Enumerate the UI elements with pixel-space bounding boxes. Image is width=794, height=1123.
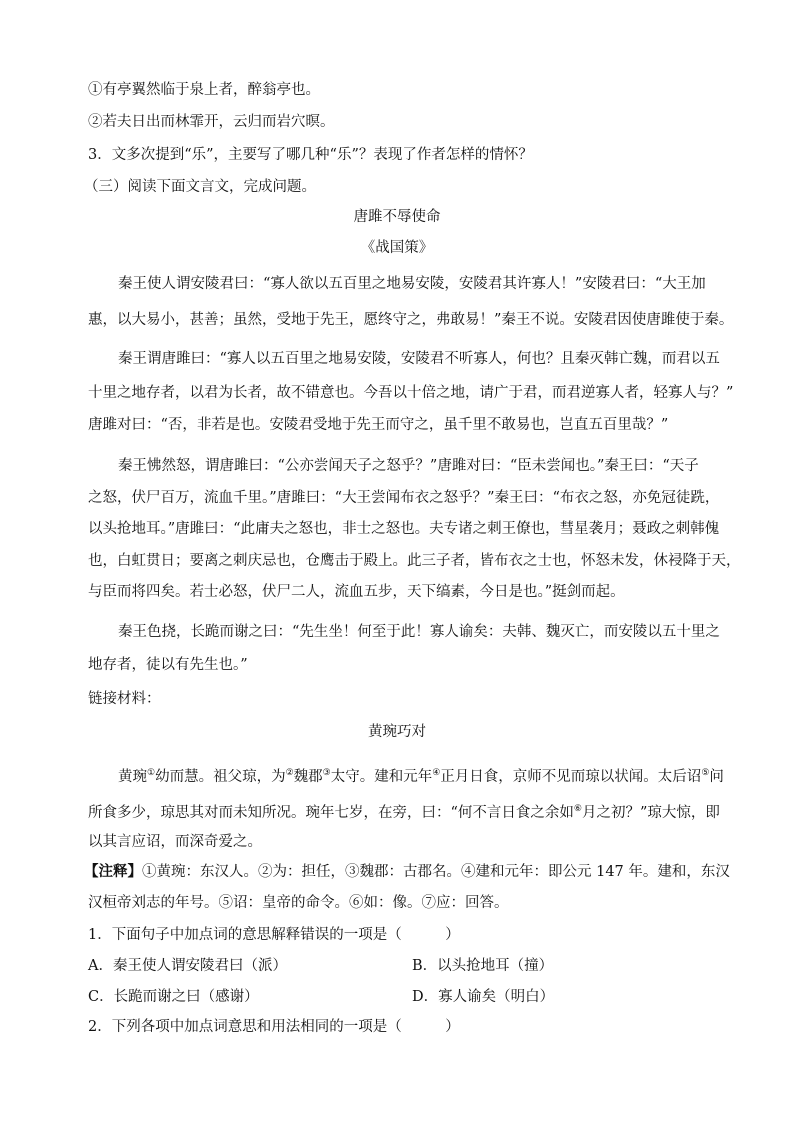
passage-2-title: 黄琬巧对 <box>368 724 426 740</box>
p3-line-4: 也，白虹贯日；要离之刺庆忌也，仓鹰击于殿上。此三子者，皆布衣之士也，怀怒未发，休祲降于天， <box>88 553 741 569</box>
question-1: 1．下面句子中加点词的意思解释错误的一项是（ ） <box>88 927 460 943</box>
p3-line-3: 以头抢地耳。”唐雎曰：“此庸夫之怒也，非士之怒也。夫专诸之刺王僚也，彗星袭月；聂政之刺韩傀 <box>88 521 720 537</box>
footnote-mark: ⑥ <box>573 804 582 815</box>
option-a: A．秦王使人谓安陵君曰（派） <box>88 958 287 974</box>
p2-line-1: 秦王谓唐雎曰：“寡人以五百里之地易安陵，安陵君不听寡人，何也？且秦灭韩亡魏，而君以五 <box>118 351 720 367</box>
text: 魏郡 <box>293 769 323 785</box>
text: 正月日食，京师不见而琼以状闻。太后诏 <box>440 769 702 785</box>
p3-line-1: 秦王怫然怒，谓唐雎曰：“公亦尝闻天子之怒乎？”唐雎对曰：“臣未尝闻也。”秦王曰：“天子 <box>118 458 699 474</box>
notes-text: ①黄琬：东汉人。②为：担任，③魏郡：古郡名。④建和元年：即公元 147 年。建和，东汉 <box>142 864 730 880</box>
p4-line-2: 地存者，徒以有先生也。” <box>88 657 248 673</box>
question-2: 2．下列各项中加点词意思和用法相同的一项是（ ） <box>88 1019 460 1035</box>
option-c: C．长跪而谢之曰（感谢） <box>88 989 259 1005</box>
footnote-mark: ③ <box>322 768 331 779</box>
text: 黄琬 <box>118 769 147 785</box>
text: 问 <box>709 769 724 785</box>
footnote-mark: ① <box>147 768 156 779</box>
option-b: B．以头抢地耳（撞） <box>412 958 554 974</box>
notes-line-2: 汉桓帝刘志的年号。⑤诏：皇帝的命令。⑥如：像。⑦应：回答。 <box>88 895 509 911</box>
text: 幼而慧。祖父琼，为 <box>155 769 286 785</box>
p3-line-5: 与臣而将四矣。若士必怒，伏尸二人，流血五步，天下缟素，今日是也。”挺剑而起。 <box>88 584 625 600</box>
notes-label: 【注释】 <box>84 863 142 880</box>
line-quote-b: ②若夫日出而林霏开，云归而岩穴暝。 <box>88 114 335 130</box>
footnote-mark: ⑤ <box>701 768 710 779</box>
p5-line-1 <box>118 767 724 787</box>
footnote-mark: ④ <box>432 768 441 779</box>
footnote-mark: ② <box>285 768 294 779</box>
p2-line-3: 唐雎对曰：“否，非若是也。安陵君受地于先王而守之，虽千里不敢易也，岂直五百里哉？” <box>88 417 669 433</box>
line-quote-a: ①有亭翼然临于泉上者，醉翁亭也。 <box>88 82 320 98</box>
text: 太守。建和元年 <box>330 769 433 785</box>
text: 所食多少，琼思其对而未知所况。琬年七岁，在旁，曰：“何不言日食之余如 <box>88 805 574 821</box>
p1-line-1: 秦王使人谓安陵君曰：“寡人欲以五百里之地易安陵，安陵君其许寡人！”安陵君曰：“大王加 <box>118 276 706 292</box>
p1-line-2: 惠，以大易小，甚善；虽然，受地于先王，愿终守之，弗敢易！”秦王不说。安陵君因使唐雎使于秦。 <box>88 312 734 328</box>
section-3-heading: （三）阅读下面文言文，完成问题。 <box>84 179 316 195</box>
text: 月之初？”琼大惊，即 <box>582 805 720 821</box>
notes-line-1 <box>84 862 730 882</box>
question-3: 3．文多次提到“乐”，主要写了哪几种“乐”？表现了作者怎样的情怀？ <box>88 147 533 163</box>
p5-line-3: 以其言应诏，而深奇爱之。 <box>88 834 262 850</box>
p5-line-2 <box>88 803 720 823</box>
link-material-label: 链接材料： <box>88 691 161 707</box>
option-d: D．寡人谕矣（明白） <box>412 989 555 1005</box>
p2-line-2: 十里之地存者，以君为长者，故不错意也。今吾以十倍之地，请广于君，而君逆寡人者，轻寡人与？” <box>88 385 734 401</box>
passage-1-title: 唐雎不辱使命 <box>353 209 441 225</box>
p4-line-1: 秦王色挠，长跪而谢之曰：“先生坐！何至于此！寡人谕矣：夫韩、魏灭亡，而安陵以五十里之 <box>118 624 720 640</box>
p3-line-2: 之怒，伏尸百万，流血千里。”唐雎曰：“大王尝闻布衣之怒乎？”秦王曰：“布衣之怒，亦免冠徒跣， <box>88 490 720 506</box>
passage-1-source: 《战国策》 <box>360 240 434 256</box>
